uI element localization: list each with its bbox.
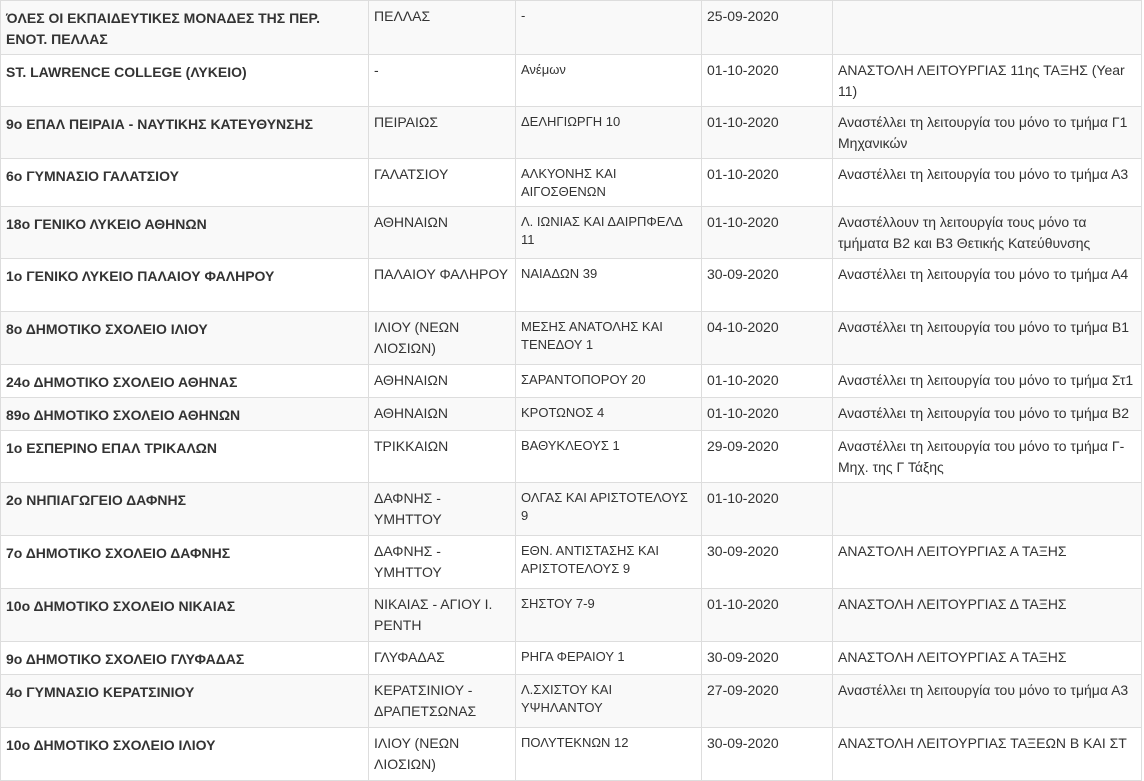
table-row: [1, 675, 1142, 728]
address-cell: ΝΑΙΑΔΩΝ 39: [516, 259, 702, 312]
municipality-cell: ΔΑΦΝΗΣ - ΥΜΗΤΤΟΥ: [369, 536, 516, 589]
table-body: [1, 1, 1142, 781]
date-cell: 01-10-2020: [702, 483, 833, 536]
table-row: [1, 365, 1142, 398]
school-name-cell: 6ο ΓΥΜΝΑΣΙΟ ΓΑΛΑΤΣΙΟΥ: [1, 159, 369, 207]
address-cell: -: [516, 1, 702, 55]
municipality-cell: ΑΘΗΝΑΙΩΝ: [369, 207, 516, 259]
date-cell: 30-09-2020: [702, 728, 833, 781]
municipality-cell: -: [369, 55, 516, 107]
note-cell: Αναστέλλει τη λειτουργία του μόνο το τμήμα Α3: [833, 675, 1142, 728]
municipality-cell: ΑΘΗΝΑΙΩΝ: [369, 398, 516, 431]
municipality-cell: ΓΑΛΑΤΣΙΟΥ: [369, 159, 516, 207]
date-cell: 25-09-2020: [702, 1, 833, 55]
note-cell: Αναστέλλει τη λειτουργία του μόνο το τμήμα Α3: [833, 159, 1142, 207]
school-name-cell: 9ο ΔΗΜΟΤΙΚΟ ΣΧΟΛΕΙΟ ΓΛΥΦΑΔΑΣ: [1, 642, 369, 675]
municipality-cell: ΙΛΙΟΥ (ΝΕΩΝ ΛΙΟΣΙΩΝ): [369, 312, 516, 365]
date-cell: 30-09-2020: [702, 259, 833, 312]
note-cell: Αναστέλλει τη λειτουργία του μόνο το τμήμα Στ1: [833, 365, 1142, 398]
note-cell: Αναστέλλει τη λειτουργία του μόνο το τμήμα Α4: [833, 259, 1142, 312]
municipality-cell: ΔΑΦΝΗΣ - ΥΜΗΤΤΟΥ: [369, 483, 516, 536]
note-cell: Αναστέλλει τη λειτουργία του μόνο το τμήμα Β2: [833, 398, 1142, 431]
address-cell: ΡΗΓΑ ΦΕΡΑΙΟΥ 1: [516, 642, 702, 675]
date-cell: 01-10-2020: [702, 159, 833, 207]
address-cell: ΑΛΚΥΟΝΗΣ ΚΑΙ ΑΙΓΟΣΘΕΝΩΝ: [516, 159, 702, 207]
school-name-cell: 18ο ΓΕΝΙΚΟ ΛΥΚΕΙΟ ΑΘΗΝΩΝ: [1, 207, 369, 259]
table-row: [1, 728, 1142, 781]
note-cell: Αναστέλλει τη λειτουργία του μόνο το τμήμα Β1: [833, 312, 1142, 365]
school-name-cell: ST. LAWRENCE COLLEGE (ΛΥΚΕΙΟ): [1, 55, 369, 107]
school-name-cell: 7ο ΔΗΜΟΤΙΚΟ ΣΧΟΛΕΙΟ ΔΑΦΝΗΣ: [1, 536, 369, 589]
address-cell: Λ.ΣΧΙΣΤΟΥ ΚΑΙ ΥΨΗΛΑΝΤΟΥ: [516, 675, 702, 728]
address-cell: ΕΘΝ. ΑΝΤΙΣΤΑΣΗΣ ΚΑΙ ΑΡΙΣΤΟΤΕΛΟΥΣ 9: [516, 536, 702, 589]
note-cell: ΑΝΑΣΤΟΛΗ ΛΕΙΤΟΥΡΓΙΑΣ 11ης ΤΑΞΗΣ (Year 11): [833, 55, 1142, 107]
note-cell: ΑΝΑΣΤΟΛΗ ΛΕΙΤΟΥΡΓΙΑΣ ΤΑΞΕΩΝ Β ΚΑΙ ΣΤ: [833, 728, 1142, 781]
note-cell: [833, 483, 1142, 536]
date-cell: 30-09-2020: [702, 536, 833, 589]
school-name-cell: 1ο ΓΕΝΙΚΟ ΛΥΚΕΙΟ ΠΑΛΑΙΟΥ ΦΑΛΗΡΟΥ: [1, 259, 369, 312]
address-cell: ΠΟΛΥΤΕΚΝΩΝ 12: [516, 728, 702, 781]
date-cell: 01-10-2020: [702, 398, 833, 431]
address-cell: Λ. ΙΩΝΙΑΣ ΚΑΙ ΔΑΙΡΠΦΕΛΔ 11: [516, 207, 702, 259]
table-row: [1, 55, 1142, 107]
table-row: [1, 159, 1142, 207]
note-cell: Αναστέλλει τη λειτουργία του μόνο το τμήμα Γ1 Μηχανικών: [833, 107, 1142, 159]
date-cell: 01-10-2020: [702, 365, 833, 398]
table-row: [1, 536, 1142, 589]
school-name-cell: ΌΛΕΣ ΟΙ ΕΚΠΑΙΔΕΥΤΙΚΕΣ ΜΟΝΑΔΕΣ ΤΗΣ ΠΕΡ. ΕΝΟΤ. ΠΕΛΛΑΣ: [1, 1, 369, 55]
municipality-cell: ΤΡΙΚΚΑΙΩΝ: [369, 431, 516, 483]
table-row: [1, 483, 1142, 536]
school-name-cell: 10ο ΔΗΜΟΤΙΚΟ ΣΧΟΛΕΙΟ ΙΛΙΟΥ: [1, 728, 369, 781]
table-row: [1, 259, 1142, 312]
municipality-cell: ΓΛΥΦΑΔΑΣ: [369, 642, 516, 675]
date-cell: 01-10-2020: [702, 207, 833, 259]
date-cell: 29-09-2020: [702, 431, 833, 483]
municipality-cell: ΝΙΚΑΙΑΣ - ΑΓΙΟΥ Ι. ΡΕΝΤΗ: [369, 589, 516, 642]
address-cell: ΣΑΡΑΝΤΟΠΟΡΟΥ 20: [516, 365, 702, 398]
address-cell: ΒΑΘΥΚΛΕΟΥΣ 1: [516, 431, 702, 483]
address-cell: ΟΛΓΑΣ ΚΑΙ ΑΡΙΣΤΟΤΕΛΟΥΣ 9: [516, 483, 702, 536]
table-row: [1, 312, 1142, 365]
school-name-cell: 24ο ΔΗΜΟΤΙΚΟ ΣΧΟΛΕΙΟ ΑΘΗΝΑΣ: [1, 365, 369, 398]
table-row: [1, 1, 1142, 55]
municipality-cell: ΠΕΛΛΑΣ: [369, 1, 516, 55]
date-cell: 27-09-2020: [702, 675, 833, 728]
note-cell: [833, 1, 1142, 55]
municipality-cell: ΠΕΙΡΑΙΩΣ: [369, 107, 516, 159]
address-cell: Ανέμων: [516, 55, 702, 107]
school-name-cell: 8ο ΔΗΜΟΤΙΚΟ ΣΧΟΛΕΙΟ ΙΛΙΟΥ: [1, 312, 369, 365]
school-name-cell: 9ο ΕΠΑΛ ΠΕΙΡΑΙΑ - ΝΑΥΤΙΚΗΣ ΚΑΤΕΥΘΥΝΣΗΣ: [1, 107, 369, 159]
table-row: [1, 398, 1142, 431]
address-cell: ΚΡΟΤΩΝΟΣ 4: [516, 398, 702, 431]
date-cell: 01-10-2020: [702, 107, 833, 159]
table-row: [1, 107, 1142, 159]
date-cell: 01-10-2020: [702, 55, 833, 107]
municipality-cell: ΚΕΡΑΤΣΙΝΙΟΥ - ΔΡΑΠΕΤΣΩΝΑΣ: [369, 675, 516, 728]
note-cell: ΑΝΑΣΤΟΛΗ ΛΕΙΤΟΥΡΓΙΑΣ Δ ΤΑΞΗΣ: [833, 589, 1142, 642]
school-name-cell: 2ο ΝΗΠΙΑΓΩΓΕΙΟ ΔΑΦΝΗΣ: [1, 483, 369, 536]
table-row: [1, 207, 1142, 259]
address-cell: ΔΕΛΗΓΙΩΡΓΗ 10: [516, 107, 702, 159]
note-cell: ΑΝΑΣΤΟΛΗ ΛΕΙΤΟΥΡΓΙΑΣ Α ΤΑΞΗΣ: [833, 642, 1142, 675]
municipality-cell: ΑΘΗΝΑΙΩΝ: [369, 365, 516, 398]
table-row: [1, 642, 1142, 675]
table-row: [1, 431, 1142, 483]
address-cell: ΣΗΣΤΟΥ 7-9: [516, 589, 702, 642]
date-cell: 01-10-2020: [702, 589, 833, 642]
school-name-cell: 89ο ΔΗΜΟΤΙΚΟ ΣΧΟΛΕΙΟ ΑΘΗΝΩΝ: [1, 398, 369, 431]
note-cell: ΑΝΑΣΤΟΛΗ ΛΕΙΤΟΥΡΓΙΑΣ Α ΤΑΞΗΣ: [833, 536, 1142, 589]
school-name-cell: 4ο ΓΥΜΝΑΣΙΟ ΚΕΡΑΤΣΙΝΙΟΥ: [1, 675, 369, 728]
table-row: [1, 589, 1142, 642]
address-cell: ΜΕΣΗΣ ΑΝΑΤΟΛΗΣ ΚΑΙ ΤΕΝΕΔΟΥ 1: [516, 312, 702, 365]
school-name-cell: 10ο ΔΗΜΟΤΙΚΟ ΣΧΟΛΕΙΟ ΝΙΚΑΙΑΣ: [1, 589, 369, 642]
note-cell: Αναστέλλει τη λειτουργία του μόνο το τμήμα Γ-Μηχ. της Γ Τάξης: [833, 431, 1142, 483]
school-name-cell: 1ο ΕΣΠΕΡΙΝΟ ΕΠΑΛ ΤΡΙΚΑΛΩΝ: [1, 431, 369, 483]
note-cell: Αναστέλλουν τη λειτουργία τους μόνο τα τμήματα Β2 και Β3 Θετικής Κατεύθυνσης: [833, 207, 1142, 259]
date-cell: 04-10-2020: [702, 312, 833, 365]
date-cell: 30-09-2020: [702, 642, 833, 675]
municipality-cell: ΠΑΛΑΙΟΥ ΦΑΛΗΡΟΥ: [369, 259, 516, 312]
municipality-cell: ΙΛΙΟΥ (ΝΕΩΝ ΛΙΟΣΙΩΝ): [369, 728, 516, 781]
